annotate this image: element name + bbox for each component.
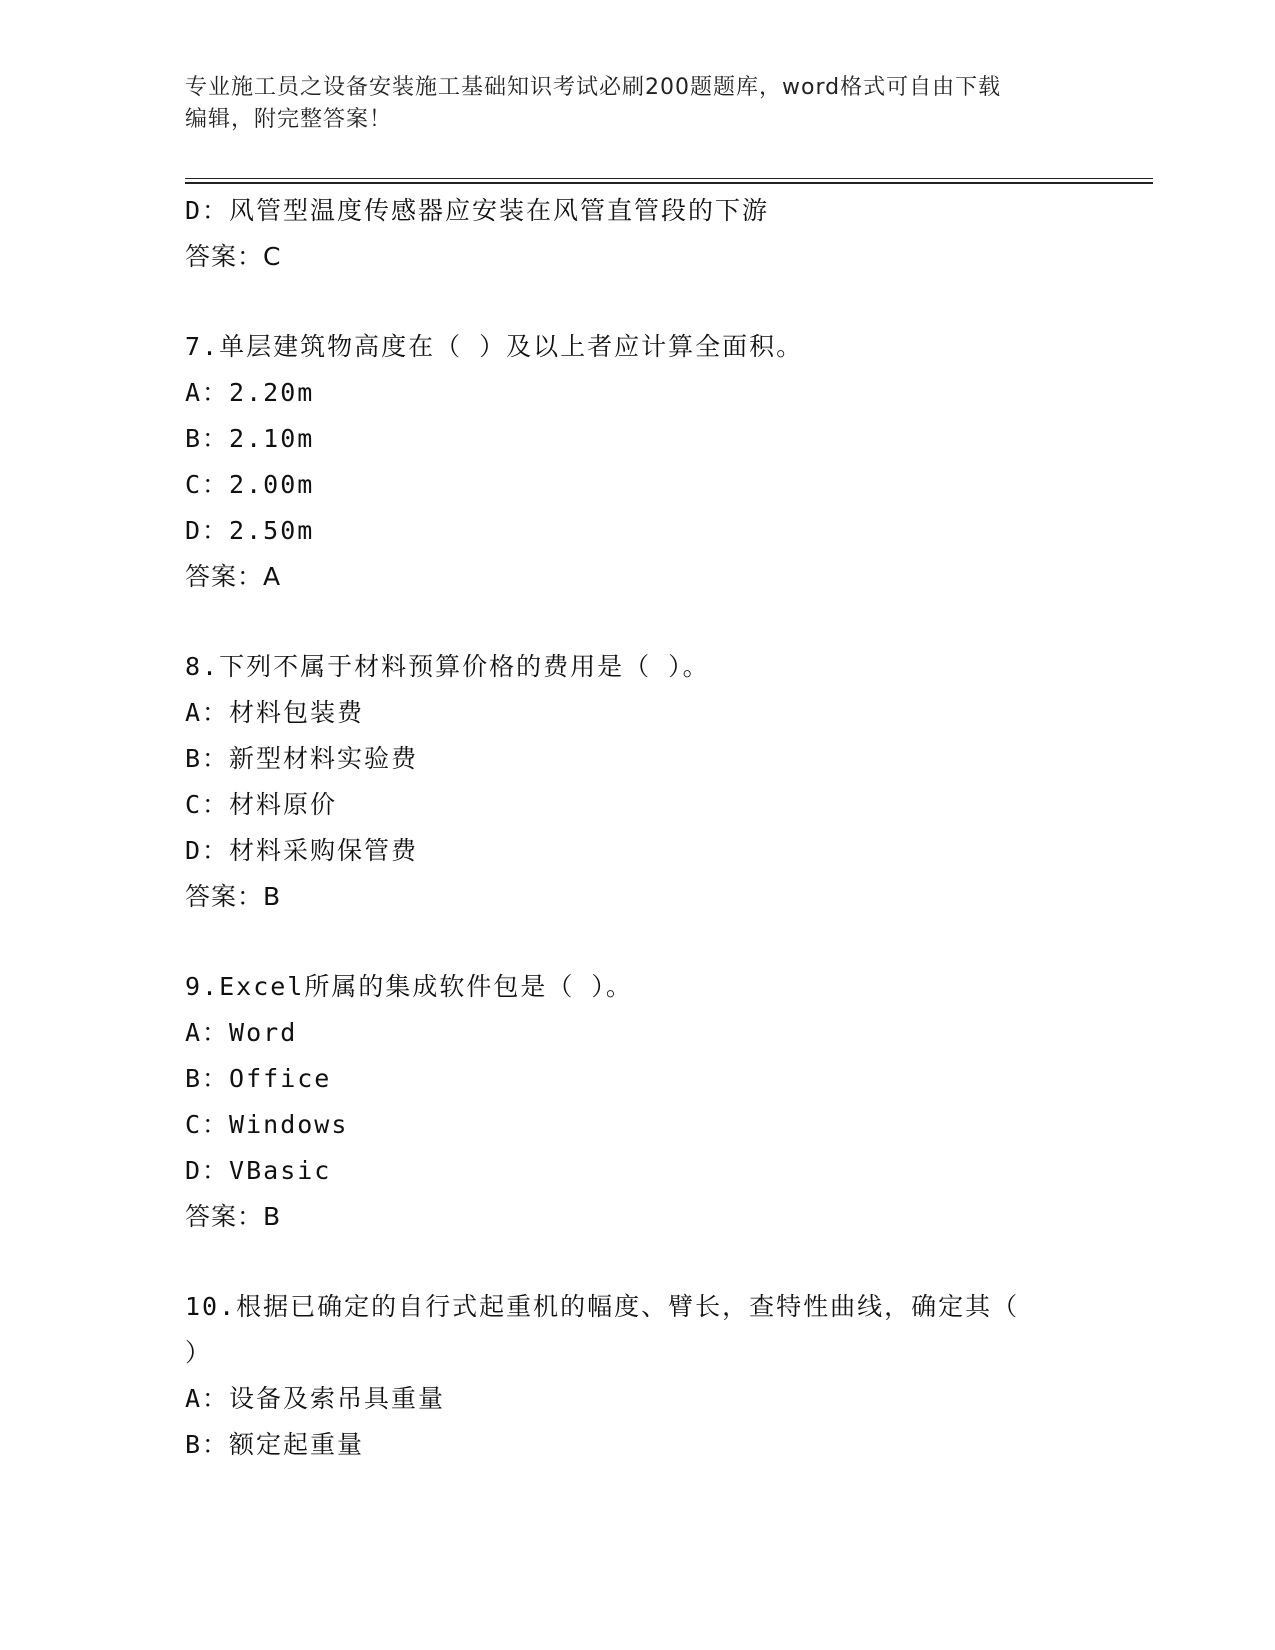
header-divider-thick [185, 182, 1153, 184]
question-10 [185, 1284, 1085, 1468]
option-a: A：2.20m [185, 378, 315, 407]
answer: 答案：A [185, 562, 282, 591]
option-a: A：材料包装费 [185, 698, 365, 727]
option-b: B：新型材料实验费 [185, 744, 419, 773]
option-a: A：Word [185, 1018, 298, 1047]
option-b: B：额定起重量 [185, 1430, 365, 1459]
question-6 [185, 188, 1085, 280]
answer: 答案：C [185, 242, 282, 271]
option-b: B：Office [185, 1064, 332, 1093]
option-d: D：2.50m [185, 516, 315, 545]
header-title-line1: 专业施工员之设备安装施工基础知识考试必刷200题题库，word格式可自由下载 [185, 75, 1002, 100]
question-text: 8.下列不属于材料预算价格的费用是（ ）。 [185, 652, 710, 681]
option-a: A：设备及索吊具重量 [185, 1384, 446, 1413]
question-text: 9.Excel所属的集成软件包是（ ）。 [185, 972, 633, 1001]
question-text: 7.单层建筑物高度在（ ）及以上者应计算全面积。 [185, 332, 804, 361]
answer: 答案：B [185, 882, 282, 911]
option-c: C：材料原价 [185, 790, 338, 819]
header-divider-thin [185, 178, 1153, 179]
option-d: D：VBasic [185, 1156, 332, 1185]
option-c: C：Windows [185, 1110, 349, 1139]
question-7 [185, 324, 1085, 600]
question-9 [185, 964, 1085, 1240]
option-d: D：风管型温度传感器应安装在风管直管段的下游 [185, 196, 770, 225]
question-list [185, 188, 1085, 1468]
question-8 [185, 644, 1085, 920]
option-b: B：2.10m [185, 424, 315, 453]
document-header [185, 72, 1065, 136]
option-d: D：材料采购保管费 [185, 836, 419, 865]
question-text-line1: 10.根据已确定的自行式起重机的幅度、臂长，查特性曲线，确定其（ [185, 1292, 1020, 1321]
answer: 答案：B [185, 1202, 282, 1231]
question-text-line2: ） [185, 1338, 213, 1367]
header-title-line2: 编辑，附完整答案！ [185, 107, 393, 132]
option-c: C：2.00m [185, 470, 315, 499]
